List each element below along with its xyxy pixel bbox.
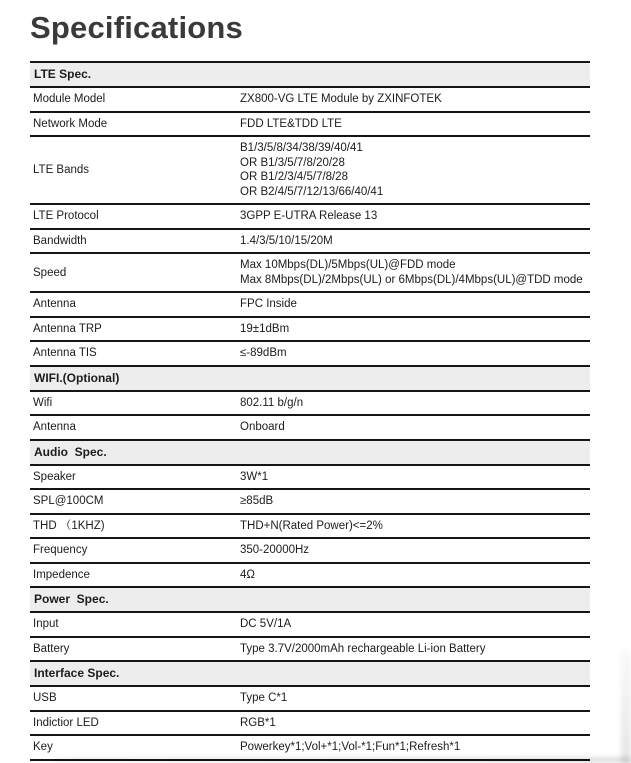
row-label: Bandwidth <box>33 234 87 247</box>
row-label: Input <box>33 618 59 631</box>
row-value-line: OR B2/4/5/7/12/13/66/40/41 <box>240 185 384 198</box>
row-value-line: OR B1/3/5/7/8/20/28 <box>240 156 345 169</box>
row-label: Indictior LED <box>33 716 99 729</box>
page-title: Specifications <box>30 10 243 45</box>
table-row <box>30 490 590 515</box>
table-row <box>30 712 590 737</box>
table-row <box>30 687 590 712</box>
table-row <box>30 736 590 761</box>
row-value <box>240 740 590 755</box>
row-value <box>240 543 590 558</box>
row-value <box>240 568 590 583</box>
row-value-line: DC 5V/1A <box>240 618 292 630</box>
table-row <box>30 416 590 441</box>
row-value <box>240 642 590 657</box>
row-value-line: Type C*1 <box>240 692 288 704</box>
spec-document <box>0 10 631 761</box>
table-row <box>30 230 590 255</box>
section-header: WIFI.(Optional) <box>30 367 590 392</box>
row-label: SPL@100CM <box>33 495 104 508</box>
row-label: Key <box>33 741 53 754</box>
table-row <box>30 539 590 564</box>
row-value-line: ≥85dB <box>240 495 274 507</box>
section-header: Audio Spec. <box>30 441 590 466</box>
row-label: LTE Protocol <box>33 210 99 223</box>
row-value <box>240 258 590 287</box>
row-value-line: Onboard <box>240 421 285 433</box>
row-value <box>240 234 590 249</box>
table-row <box>30 613 590 638</box>
row-value-line: 19±1dBm <box>240 322 290 335</box>
row-value <box>240 716 590 731</box>
row-value <box>240 617 590 632</box>
row-value-line: RGB*1 <box>240 716 276 729</box>
row-value <box>240 420 590 435</box>
section-header: Interface Spec. <box>30 662 590 687</box>
table-row <box>30 205 590 230</box>
row-value-line: 3GPP E-UTRA Release 13 <box>240 210 378 222</box>
table-row <box>30 293 590 318</box>
row-value-line: ZX800-VG LTE Module by ZXINFOTEK <box>240 93 442 105</box>
table-row <box>30 466 590 491</box>
row-label: Battery <box>33 642 70 655</box>
row-label: THD （1KHZ) <box>33 519 105 532</box>
table-row <box>30 113 590 138</box>
row-value-line: 3W*1 <box>240 470 269 483</box>
row-value-line: Max 8Mbps(DL)/2Mbps(UL) or 6Mbps(DL)/4Mbps(UL)@TDD mode <box>240 273 583 286</box>
row-label: Speaker <box>33 470 76 483</box>
row-value <box>240 117 590 132</box>
row-value <box>240 92 590 107</box>
table-row <box>30 564 590 589</box>
row-value-line: 350-20000Hz <box>240 544 310 556</box>
table-row <box>30 318 590 343</box>
row-value-line: FPC Inside <box>240 298 297 310</box>
table-row <box>30 137 590 205</box>
row-value-line: 1.4/3/5/10/15/20M <box>240 234 333 247</box>
row-value <box>240 322 590 337</box>
row-label: Module Model <box>33 93 106 106</box>
row-label: Speed <box>33 266 67 279</box>
scan-shadow-right <box>621 650 631 763</box>
row-value <box>240 519 590 534</box>
row-label: Antenna TRP <box>33 322 102 335</box>
table-row <box>30 254 590 293</box>
row-value-line: OR B1/2/3/4/5/7/8/28 <box>240 171 349 183</box>
row-value-line: Type 3.7V/2000mAh rechargeable Li-ion Battery <box>240 642 486 655</box>
row-label: Frequency <box>33 544 88 557</box>
row-value <box>240 209 590 224</box>
row-value <box>240 396 590 411</box>
table-row <box>30 638 590 663</box>
table-row <box>30 342 590 367</box>
row-label: Antenna TIS <box>33 347 97 360</box>
row-value-line: ≤-89dBm <box>240 347 287 359</box>
section-header: LTE Spec. <box>30 63 590 88</box>
row-value <box>240 346 590 361</box>
row-label: Impedence <box>33 568 90 581</box>
table-row <box>30 392 590 417</box>
row-label: LTE Bands <box>33 164 90 176</box>
row-value-line: 802.11 b/g/n <box>240 396 304 409</box>
spec-table <box>30 61 590 761</box>
row-label: USB <box>33 692 57 705</box>
row-value-line: B1/3/5/8/34/38/39/40/41 <box>240 142 363 154</box>
row-value-line: THD+N(Rated Power)<=2% <box>240 519 383 532</box>
row-value-line: Max 10Mbps(DL)/5Mbps(UL)@FDD mode <box>240 259 456 271</box>
row-value-line: FDD LTE&TDD LTE <box>240 117 342 130</box>
row-label: Network Mode <box>33 117 108 130</box>
row-value <box>240 494 590 509</box>
row-value <box>240 470 590 485</box>
row-label: Antenna <box>33 421 76 434</box>
row-value-line: Powerkey*1;Vol+*1;Vol-*1;Fun*1;Refresh*1 <box>240 741 461 753</box>
row-label: Wifi <box>33 396 53 409</box>
section-header: Power Spec. <box>30 588 590 613</box>
table-row <box>30 515 590 540</box>
row-value <box>240 141 590 199</box>
row-label: Antenna <box>33 298 76 311</box>
row-value <box>240 297 590 312</box>
table-row <box>30 88 590 113</box>
row-value <box>240 691 590 706</box>
row-value-line: 4Ω <box>240 568 255 581</box>
